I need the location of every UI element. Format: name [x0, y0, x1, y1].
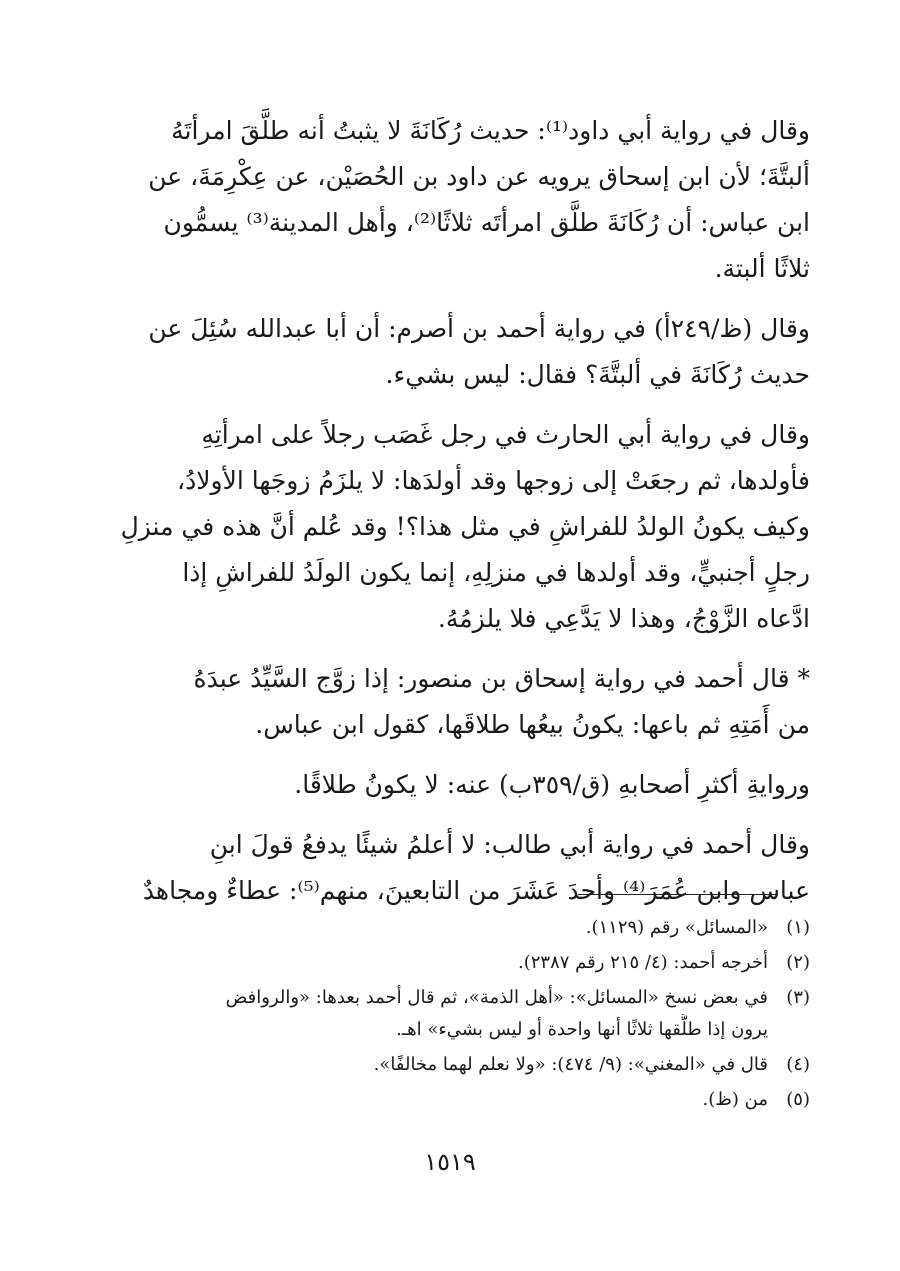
text-line: وقال أحمد في رواية أبي طالب: لا أعلمُ شيئًا يدفعُ قولَ ابنِ [209, 830, 810, 859]
text-line: وقال في رواية أبي داود⁽¹⁾: حديث رُكَانَةَ لا يثبتُ أنه طلَّقَ امرأتَهُ [171, 116, 810, 145]
footnote-line: يرون إذا طلَّقها ثلاثًا أنها واحدة أو ليس بشيء» اهـ. [396, 1019, 768, 1040]
footnote-2 [110, 947, 810, 979]
footnote-text [110, 1049, 768, 1081]
footnote-text [110, 912, 768, 944]
footnote-line: من (ظ). [702, 1089, 768, 1110]
paragraph-4 [110, 656, 810, 748]
main-text [110, 108, 810, 928]
paragraph-5 [110, 762, 810, 808]
text-line: ابن عباس: أن رُكَانَةَ طلَّق امرأتَه ثلاثًا⁽²⁾، وأهل المدينة⁽³⁾ يسمُّون [163, 208, 810, 237]
footnote-text [110, 947, 768, 979]
footnote-divider [578, 894, 778, 895]
paragraph-2 [110, 306, 810, 398]
text-line: ألبتَّةَ؛ لأن ابن إسحاق يرويه عن داود بن الحُصَيْن، عن عِكْرِمَةَ، عن [148, 162, 810, 191]
footnote-number: (٢) [786, 952, 810, 973]
text-line: رجلٍ أجنبيٍّ، وقد أولدها في منزلِهِ، إنما يكون الولَدُ للفراشِ إذا [182, 558, 810, 587]
text-line: ثلاثًا ألبتة. [714, 254, 810, 283]
footnote-3 [110, 982, 810, 1046]
text-line: وقال في رواية أبي الحارث في رجل غَصَب رجلاً على امرأتِهِ [201, 420, 810, 449]
paragraph-6 [110, 822, 810, 914]
footnote-number: (٣) [786, 987, 810, 1008]
text-line: من أَمَتِهِ ثم باعها: يكونُ بيعُها طلاقَها، كقول ابن عباس. [255, 710, 810, 739]
text-line: ادَّعاه الزَّوْجُ، وهذا لا يَدَّعِي فلا يلزمُهُ. [437, 604, 810, 633]
page-number: ١٥١٩ [424, 1148, 476, 1176]
text-line: فأولدها، ثم رجعَتْ إلى زوجها وقد أولدَها: لا يلزَمُ زوجَها الأولادُ، [177, 466, 810, 495]
footnote-text [110, 1084, 768, 1116]
text-line: عباس وابن عُمَرَ⁽⁴⁾ وأحدَ عَشَرَ من التابعينَ، منهم⁽⁵⁾: عطاءٌ ومجاهدٌ [142, 876, 810, 905]
footnote-5 [110, 1084, 810, 1116]
footnote-1 [110, 912, 810, 944]
paragraph-3 [110, 412, 810, 642]
footnotes [110, 912, 810, 1119]
footnote-line: في بعض نسخ «المسائل»: «أهل الذمة»، ثم قال أحمد بعدها: «والروافض [225, 987, 768, 1008]
footnote-text [110, 982, 768, 1046]
text-line: حديث رُكَانَةَ في ألبتَّةَ؟ فقال: ليس بشيء. [385, 360, 810, 389]
paragraph-1 [110, 108, 810, 292]
footnote-number: (٤) [786, 1054, 810, 1075]
footnote-line: أخرجه أحمد: (٤/ ٢١٥ رقم ٢٣٨٧). [518, 952, 768, 973]
footnote-number: (١) [786, 917, 810, 938]
text-line: وقال (ظ/٢٤٩أ) في رواية أحمد بن أصرم: أن أبا عبدالله سُئِلَ عن [148, 314, 810, 343]
footnote-4 [110, 1049, 810, 1081]
text-line: وكيف يكونُ الولدُ للفراشِ في مثل هذا؟! وقد عُلم أنَّ هذه في منزلِ [120, 512, 810, 541]
footnote-number: (٥) [786, 1089, 810, 1110]
text-line: * قال أحمد في رواية إسحاق بن منصور: إذا زوَّج السَّيِّدُ عبدَهُ [193, 664, 810, 693]
text-line: وروايةِ أكثرِ أصحابهِ (ق/٣٥٩ب) عنه: لا يكونُ طلاقًا. [294, 770, 810, 799]
footnote-line: «المسائل» رقم (١١٢٩). [585, 917, 768, 938]
footnote-line: قال في «المغني»: (٩/ ٤٧٤): «ولا نعلم لهما مخالفًا». [373, 1054, 768, 1075]
